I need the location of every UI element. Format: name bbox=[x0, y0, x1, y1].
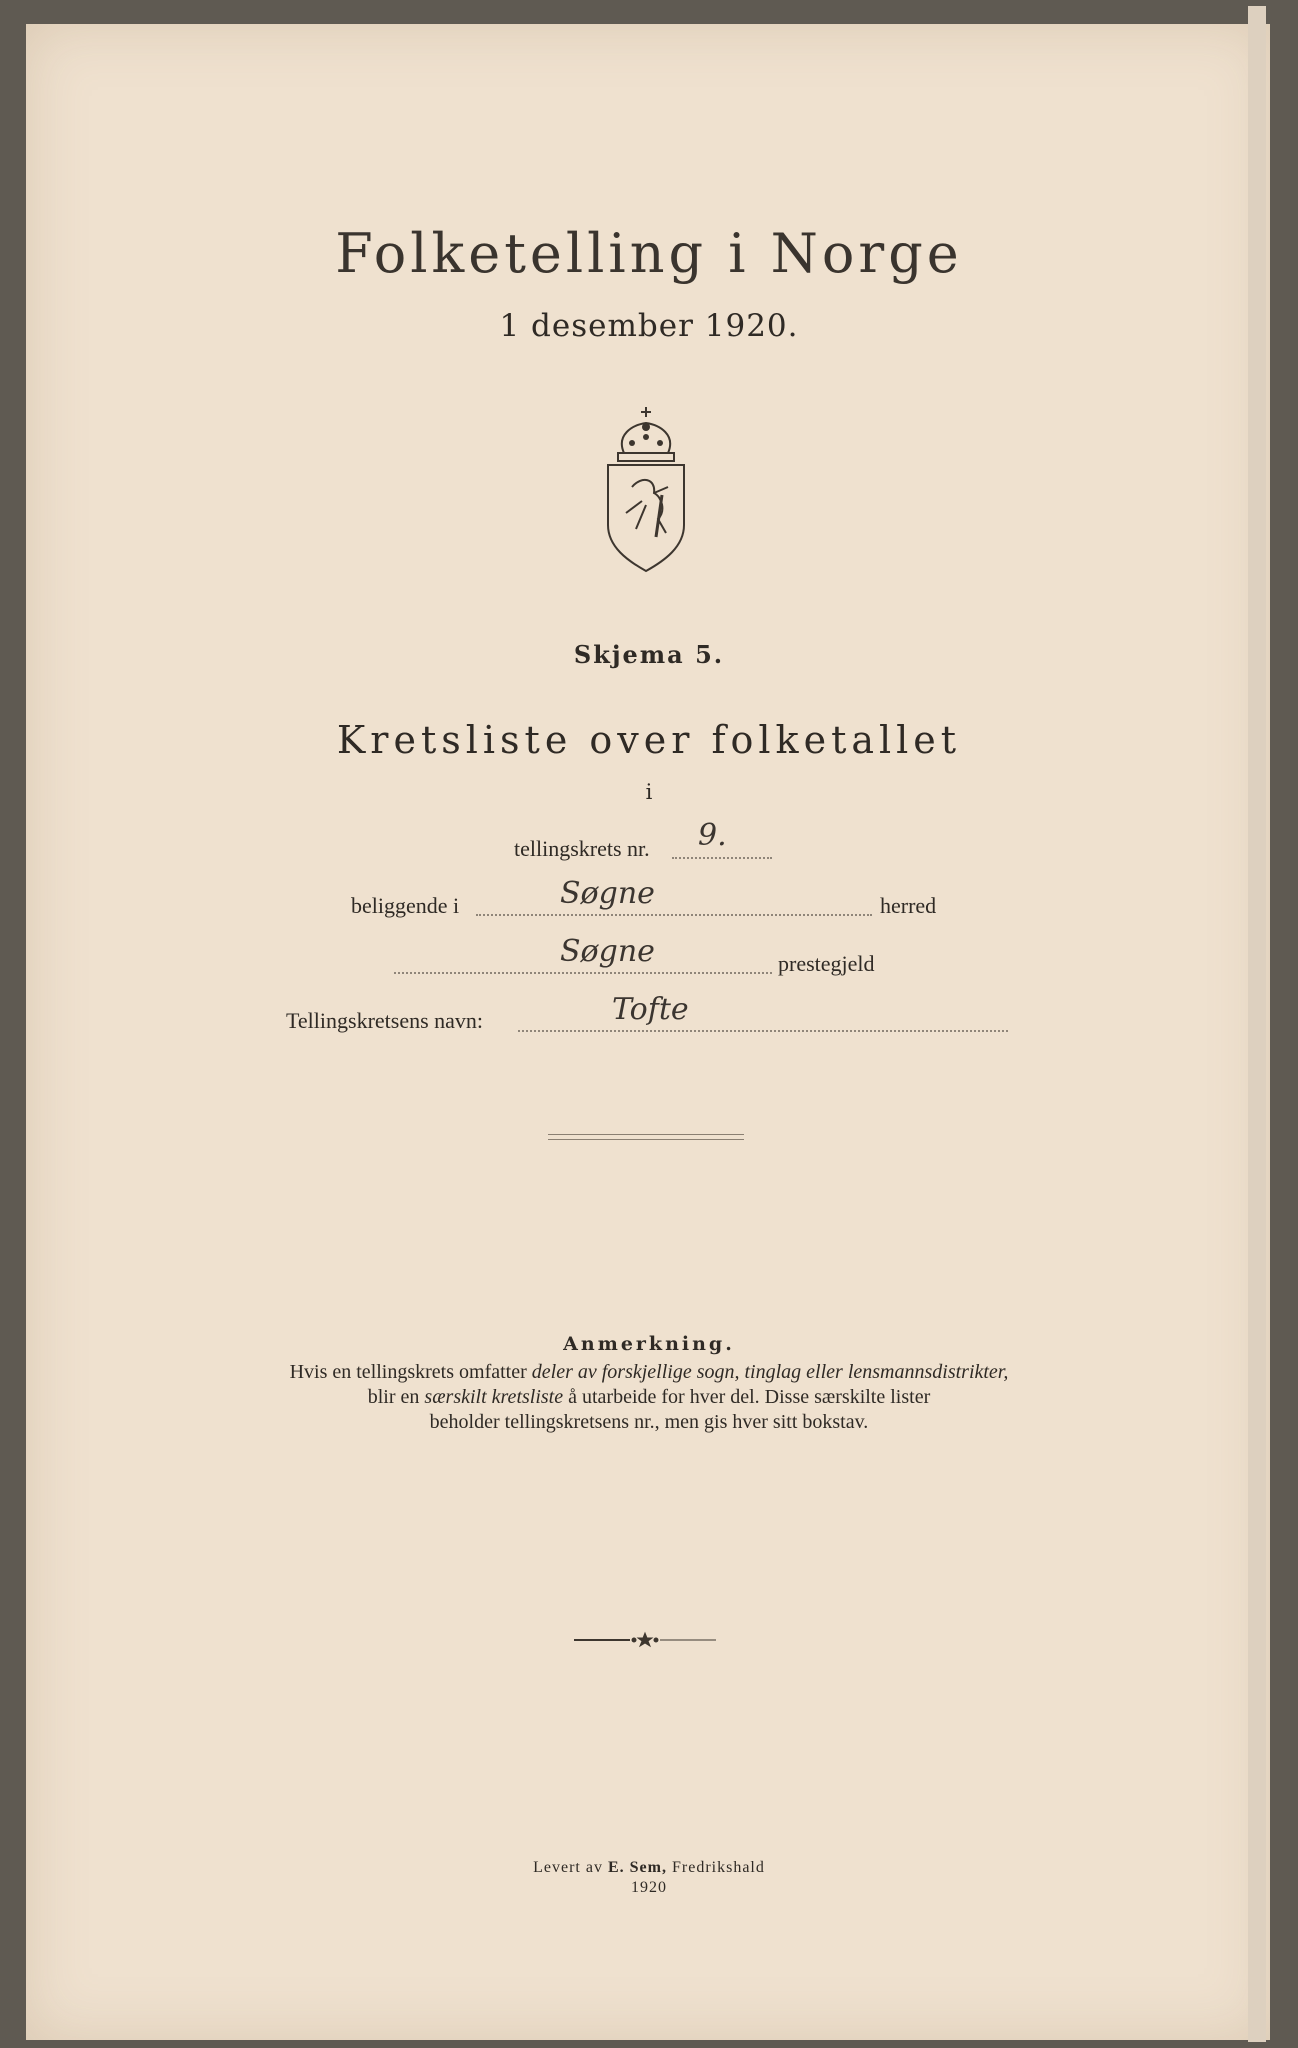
note-line-2-start: blir en bbox=[367, 1386, 425, 1408]
form-heading: Kretsliste over folketallet bbox=[336, 718, 962, 762]
note-text bbox=[0, 1360, 1298, 1435]
printer-line bbox=[0, 1858, 1298, 1878]
prestegjeld-line bbox=[394, 972, 772, 974]
census-date: 1 desember 1920. bbox=[499, 308, 799, 344]
note-line-1-start: Hvis en tellingskrets omfatter bbox=[289, 1361, 532, 1383]
navn-value: Tofte bbox=[612, 992, 689, 1027]
printer-name: E. Sem, bbox=[607, 1859, 667, 1876]
printer-prefix: Levert av bbox=[533, 1859, 608, 1876]
ornament-divider-icon bbox=[570, 1630, 720, 1650]
herred-label-before: beliggende i bbox=[351, 893, 460, 918]
printer-place: Fredrikshald bbox=[666, 1859, 765, 1876]
herred-label-after: herred bbox=[880, 893, 937, 918]
navn-line bbox=[518, 1030, 1008, 1032]
printer-footer bbox=[0, 1858, 1298, 1898]
norway-coat-of-arms-icon bbox=[596, 405, 696, 575]
printer-year: 1920 bbox=[631, 1879, 667, 1896]
document-title: Folketelling i Norge bbox=[335, 222, 963, 285]
note-line-2-italic: særskilt kretsliste bbox=[424, 1386, 564, 1408]
prestegjeld-value: Søgne bbox=[560, 934, 655, 969]
krets-nr-value: 9. bbox=[698, 818, 727, 853]
herred-value: Søgne bbox=[560, 876, 655, 911]
form-number: Skjema 5. bbox=[573, 640, 725, 669]
note-line-1 bbox=[0, 1360, 1298, 1385]
herred-line bbox=[476, 914, 872, 916]
divider-rule bbox=[548, 1134, 744, 1140]
note-line-2 bbox=[0, 1385, 1298, 1410]
prestegjeld-label-after: prestegjeld bbox=[778, 951, 875, 976]
note-heading: Anmerkning. bbox=[563, 1333, 735, 1355]
note-line-2-end: å utarbeide for hver del. Disse særskilte lister bbox=[563, 1386, 931, 1408]
krets-nr-line bbox=[672, 857, 772, 859]
note-line-3: beholder tellingskretsens nr., men gis hver sitt bokstav. bbox=[429, 1411, 869, 1433]
navn-label: Tellingskretsens navn: bbox=[286, 1008, 484, 1033]
note-line-1-italic: deler av forskjellige sogn, tinglag eller lensmannsdistrikter, bbox=[531, 1361, 1009, 1383]
krets-nr-label: tellingskrets nr. bbox=[514, 836, 650, 861]
preposition: i bbox=[645, 780, 653, 804]
